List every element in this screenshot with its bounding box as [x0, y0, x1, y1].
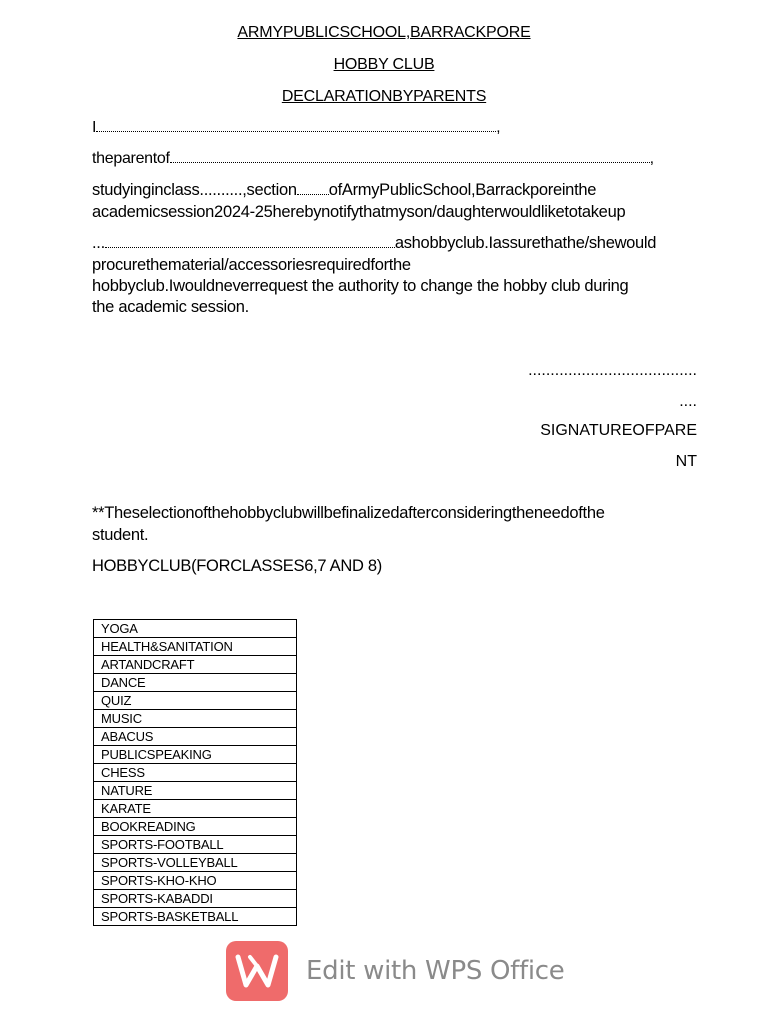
- note-line-2: student.: [92, 526, 149, 544]
- school-title: ARMYPUBLICSCHOOL,BARRACKPORE: [237, 24, 531, 41]
- club-cell: SPORTS-KABADDI: [94, 890, 297, 908]
- table-row: [94, 620, 297, 638]
- club-cell: SPORTS-KHO-KHO: [94, 872, 297, 890]
- signature-label-2: NT: [675, 453, 697, 470]
- table-row: [94, 692, 297, 710]
- table-row: [94, 836, 297, 854]
- club-cell: HEALTH&SANITATION: [94, 638, 297, 656]
- club-cell: DANCE: [94, 674, 297, 692]
- table-row: [94, 674, 297, 692]
- hobby-prefix: ...: [92, 234, 105, 252]
- club-cell: CHESS: [94, 764, 297, 782]
- declaration-title: DECLARATIONBYPARENTS: [281, 88, 487, 105]
- club-cell: SPORTS-FOOTBALL: [94, 836, 297, 854]
- club-cell: SPORTS-BASKETBALL: [94, 908, 297, 926]
- hobby-line: [92, 234, 656, 253]
- table-row: [94, 710, 297, 728]
- hobby-club-table: [93, 619, 297, 926]
- wps-w-icon: [226, 941, 288, 1001]
- parent-of-prefix: theparentof: [92, 150, 170, 167]
- club-cell: PUBLICSPEAKING: [94, 746, 297, 764]
- class-prefix: studyinginclass: [92, 181, 200, 199]
- wps-banner-text: Edit with WPS Office: [306, 956, 565, 986]
- name-line: [92, 119, 500, 137]
- club-cell: YOGA: [94, 620, 297, 638]
- procure-line: procurethematerial/accessoriesrequiredforthe: [92, 256, 411, 274]
- note-line: **Theselectionofthehobbyclubwillbefinalizedafterconsideringtheneedofthe: [92, 504, 605, 522]
- name-suffix: ,: [496, 119, 501, 136]
- club-cell: KARATE: [94, 800, 297, 818]
- child-name-blank[interactable]: [170, 161, 650, 163]
- club-list-heading: HOBBYCLUB(FORCLASSES6,7 AND 8): [92, 557, 382, 575]
- signature-dots-2: ....: [679, 393, 697, 410]
- table-row: [94, 638, 297, 656]
- table-row: [94, 872, 297, 890]
- section-blank[interactable]: [297, 193, 329, 195]
- club-cell: ABACUS: [94, 728, 297, 746]
- class-mid: ..........,section: [199, 181, 297, 199]
- parent-of-suffix: ,: [649, 150, 654, 167]
- club-cell: NATURE: [94, 782, 297, 800]
- name-prefix: I: [92, 119, 97, 136]
- club-title: HOBBY CLUB: [333, 56, 435, 73]
- hobby-blank[interactable]: [105, 246, 395, 248]
- table-row: [94, 908, 297, 926]
- wps-banner[interactable]: [226, 941, 564, 1001]
- session-end-line: the academic session.: [92, 298, 249, 316]
- class-section-line: [92, 181, 596, 200]
- parent-of-line: [92, 150, 654, 168]
- table-row: [94, 782, 297, 800]
- name-blank[interactable]: [96, 130, 496, 132]
- table-row: [94, 890, 297, 908]
- club-cell: BOOKREADING: [94, 818, 297, 836]
- table-row: [94, 854, 297, 872]
- club-cell: QUIZ: [94, 692, 297, 710]
- hobby-suffix: ashobbyclub.Iassurethathe/shewould: [394, 234, 657, 252]
- request-line: hobbyclub.Iwouldneverrequest the authority to change the hobby club during: [92, 277, 629, 295]
- table-row: [94, 818, 297, 836]
- table-row: [94, 746, 297, 764]
- table-row: [94, 728, 297, 746]
- session-line: academicsession2024-25herebynotifythatmyson/daughterwouldliketotakeup: [92, 203, 626, 221]
- signature-dots: ......................................: [528, 362, 697, 379]
- signature-label: SIGNATUREOFPARE: [540, 422, 697, 439]
- club-cell: MUSIC: [94, 710, 297, 728]
- table-row: [94, 764, 297, 782]
- table-row: [94, 656, 297, 674]
- table-row: [94, 800, 297, 818]
- club-cell: ARTANDCRAFT: [94, 656, 297, 674]
- school-ref: ofArmyPublicSchool,Barrackporeinthe: [328, 181, 597, 199]
- club-cell: SPORTS-VOLLEYBALL: [94, 854, 297, 872]
